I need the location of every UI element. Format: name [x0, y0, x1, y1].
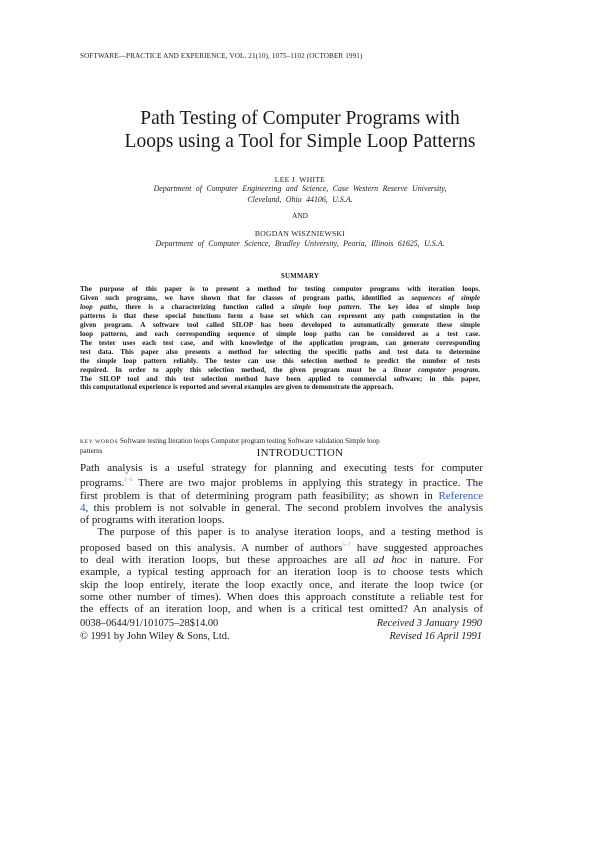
abstract-line: The tester uses each test case, and with knowledge of the application program, can generate corresponding	[80, 338, 480, 347]
body-line: example, a typical testing approach for an iteration loop is to choose tests which	[80, 566, 483, 579]
body-line: skip the loop entirely, iterate the loop exactly once, and iterate the loop twice (or	[80, 578, 483, 591]
abstract-line: The SILOP tool and this test selection method have been applied to commercial software; in this paper,	[80, 374, 480, 383]
abstract-line: The purpose of this paper is to present a method for testing computer programs with iteration loops.	[80, 285, 480, 293]
introduction-body	[80, 462, 483, 616]
title-line-1: Path Testing of Computer Programs with	[140, 108, 460, 129]
footer-left	[80, 617, 230, 643]
body-line: some other number of times). When does this approach constitute a reliable test for	[80, 590, 483, 603]
emphasis: simple loop pattern.	[292, 302, 362, 311]
abstract-line: given program. A software tool called SILOP has been developed to automatically generate these simple	[80, 320, 480, 329]
body-line: to deal with iteration loops, but these approaches are all ad hoc in nature. For	[80, 554, 483, 567]
introduction-heading: INTRODUCTION	[256, 447, 344, 459]
footer-right	[377, 617, 482, 643]
received-date: Received 3 January 1990	[376, 618, 482, 629]
citation-superscript[interactable]: 1–3	[124, 477, 133, 484]
citation-superscript[interactable]: 5–7	[342, 541, 351, 548]
title-line-2: Loops using a Tool for Simple Loop Patterns	[124, 131, 476, 152]
emphasis: sequences of simple	[411, 293, 480, 302]
revised-date: Revised 16 April 1991	[389, 631, 482, 642]
emphasis: ad hoc	[372, 554, 408, 567]
reference-link[interactable]: 4	[80, 501, 86, 514]
summary-heading: SUMMARY	[280, 273, 320, 280]
price-code: 0038–0644/91/101075–28$14.00	[80, 618, 219, 629]
emphasis: linear computer program.	[393, 365, 480, 374]
emphasis: loop paths	[80, 302, 116, 311]
body-line: the effects of an iteration loop, and when is a critical test omitted? An analysis of	[80, 603, 483, 616]
author-affiliation-2	[40, 239, 560, 250]
body-line: proposed based on this analysis. A number of authors$^{5-7}$ have suggested approaches	[80, 541, 483, 554]
journal-header: SOFTWARE—PRACTICE AND EXPERIENCE, VOL. 21(10), 1075–1102 (OCTOBER 1991)	[80, 52, 363, 60]
abstract-line: loop paths, there is a characterizing function called a simple loop pattern. The key idea of simple loop	[80, 302, 480, 311]
paper-title	[60, 107, 540, 153]
author-name-2: BOGDAN WISZNIEWSKI	[254, 229, 346, 238]
abstract-line: loop patterns, and each corresponding sequence of simple loop paths can be considered as a test case.	[80, 329, 480, 338]
body-line: first problem is that of determining program path feasibility; as shown in Reference	[80, 489, 483, 502]
body-line: of programs with iteration loops.	[80, 514, 225, 527]
and-separator: AND	[291, 211, 308, 220]
body-line: Path analysis is a useful strategy for planning and executing tests for computer	[80, 462, 483, 474]
abstract-line: test data. This paper also presents a method for selecting the specific paths and test data to determine	[80, 347, 480, 356]
affiliation-2-line-1: Department of Computer Science, Bradley University, Peoria, Illinois 61625, U.S.A.	[155, 239, 445, 248]
abstract-line: the simple loop pattern reliably. The tester can use this selection method to predict the number of tests	[80, 356, 480, 365]
affiliation-1-line-1: Department of Computer Engineering and Science, Case Western Reserve University,	[153, 184, 447, 193]
abstract	[80, 285, 480, 392]
keywords-text: Software testing Iteration loops Computer program testing Software validation Simple loop	[119, 437, 380, 445]
abstract-line: required. In order to apply this selection method, the given program must be a linear computer program.	[80, 365, 480, 374]
body-line: programs.$^{1-3}$ There are two major problems in applying this strategy in practice. The	[80, 477, 483, 490]
copyright: © 1991 by John Wiley & Sons, Ltd.	[80, 631, 230, 642]
body-line: 4, this problem is not solvable in general. The second problem involves the analysis	[80, 501, 483, 514]
keywords-label: KEY WORDS	[80, 439, 119, 445]
body-line: The purpose of this paper is to analyse iteration loops, and a testing method is	[80, 526, 483, 539]
author-affiliation-1	[40, 184, 560, 205]
reference-link[interactable]: Reference	[438, 489, 483, 502]
abstract-line: this computational experience is reported and several examples are given to demonstrate the approach.	[80, 383, 394, 392]
abstract-line: Given such programs, we have shown that for classes of program paths, identified as sequences of simple	[80, 293, 480, 302]
affiliation-1-line-2: Cleveland, Ohio 44106, U.S.A.	[247, 194, 353, 204]
abstract-line: patterns is that these special functions form a base set which can represent any path computation in the	[80, 311, 480, 320]
author-name-1: LEE J. WHITE	[274, 175, 326, 184]
keywords-text-cont: patterns	[80, 447, 103, 455]
